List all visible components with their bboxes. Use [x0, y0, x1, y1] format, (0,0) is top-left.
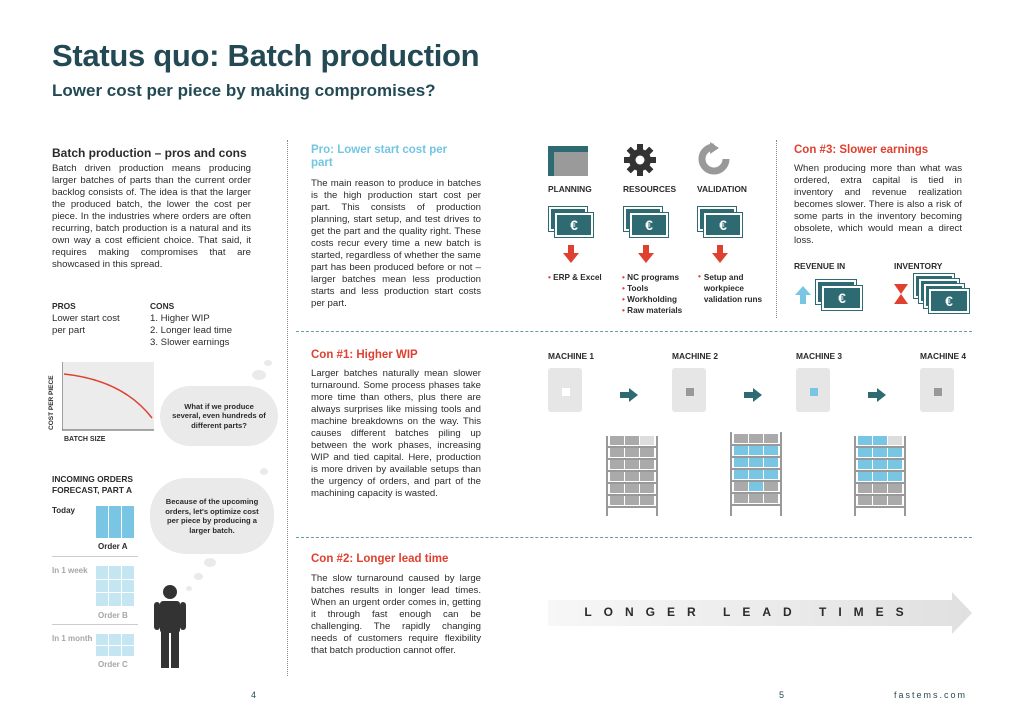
- order-when: In 1 month: [52, 634, 93, 643]
- thought-text: Because of the upcoming orders, let's optimize cost per piece by producing a larger batch.: [165, 497, 259, 535]
- thought-bubble: [150, 478, 274, 554]
- cost-col-label: VALIDATION: [697, 184, 747, 194]
- order-name: Order C: [98, 660, 128, 669]
- machine-icon: [796, 368, 830, 412]
- right-arrow-icon: [620, 388, 638, 402]
- down-arrow-icon: [638, 245, 654, 263]
- euro-note-icon: €: [822, 286, 862, 310]
- con1-text: Larger batches naturally mean slower turnaround. Some process phases take more time than others, plus there are always surprises like missing tools and machine breakdowns on the way. This causes different batches piling up between the work phases, increasing WIP and tied capital. Here, production is more driven by available setups than the urgency of orders, and part of the machining capacity is wasted.: [311, 368, 481, 499]
- column-divider: [287, 140, 288, 676]
- order-name: Order B: [98, 611, 128, 620]
- machine-label: MACHINE 1: [548, 351, 595, 361]
- cost-bullets: • ERP & Excel: [548, 273, 602, 282]
- cons-item: 3. Slower earnings: [150, 337, 230, 348]
- page-subtitle: Lower cost per piece by making compromises?: [52, 81, 436, 100]
- footer-site: fastems.com: [894, 690, 968, 700]
- down-arrow-icon: [563, 245, 579, 263]
- intro-text: Batch driven production means producing larger batches of parts than the current order backlog consists of. The idea is that the larger the produced batch, the lower the cost per piece. In the industries where orders are often recurring, batch production is a natural and its own way a cost efficient choice. That said, it requires making compromises that are showcased in this spread.: [52, 163, 251, 270]
- con2-title: Con #2: Longer lead time: [311, 553, 449, 565]
- order-when: In 1 week: [52, 566, 88, 575]
- euro-note-icon: €: [630, 213, 668, 237]
- cons-item: 1. Higher WIP: [150, 313, 210, 324]
- orders-title: INCOMING ORDERS FORECAST, PART A: [52, 474, 133, 495]
- con3-title: Con #3: Slower earnings: [794, 144, 929, 156]
- cost-col-label: RESOURCES: [623, 184, 677, 194]
- refresh-icon: [697, 142, 731, 176]
- right-arrow-icon: [868, 388, 886, 402]
- pro-text: The main reason to produce in batches is the high production start cost per part. This consists of production planning, start setup, and test drives to get the part and the quality right. These costs recur every time a new batch is started, regardless of whether the same part has been produced before or not – larger batches mean less production starts and less production start costs per part.: [311, 178, 481, 309]
- euro-note-icon: €: [929, 289, 969, 313]
- gear-icon: [623, 143, 657, 177]
- chart-ylabel-wrap: [48, 364, 62, 430]
- section-title: Batch production – pros and cons: [52, 146, 247, 160]
- pros-text: Lower start cost per part: [52, 313, 120, 336]
- wip-shelf: [606, 436, 658, 516]
- con2-text: The slow turnaround caused by large batches results in longer lead times. When an urgent order comes in, getting it through fast enough can be challenging. The rapidly changing needs of customers require flexibility that batch production cannot offer.: [311, 573, 481, 656]
- order-divider: [52, 624, 138, 625]
- con1-title: Con #1: Higher WIP: [311, 349, 418, 361]
- person-icon: [150, 584, 190, 670]
- con3-text: When producing more than what was ordered, extra capital is tied in inventory and revenue realization becomes slower. There is also a risk of some parts in the inventory becoming obsolete, which would mean a direct loss.: [794, 163, 962, 246]
- thought-dot: [264, 360, 272, 366]
- page-number-left: 4: [251, 690, 257, 700]
- machine-icon: [548, 368, 582, 412]
- machine-icon: [920, 368, 954, 412]
- chart-xlabel: BATCH SIZE: [64, 436, 106, 443]
- down-arrow-icon: [712, 245, 728, 263]
- cost-curve-chart: [62, 362, 156, 434]
- wip-shelf: [730, 432, 782, 516]
- chart-area: [62, 362, 154, 430]
- row-divider: [296, 331, 972, 332]
- column-divider: [776, 140, 777, 318]
- cost-col-label: PLANNING: [548, 184, 592, 194]
- page-title: Status quo: Batch production: [52, 38, 480, 73]
- machine-label: MACHINE 3: [796, 351, 843, 361]
- machine-label: MACHINE 4: [920, 351, 967, 361]
- thought-text: What if we produce several, even hundreds of different parts?: [172, 401, 266, 430]
- revenue-label: REVENUE IN: [794, 261, 846, 271]
- hourglass-icon: [894, 284, 908, 304]
- order-when: Today: [52, 506, 75, 515]
- machine-icon: [672, 368, 706, 412]
- right-arrow-icon: [744, 388, 762, 402]
- thought-dot: [260, 468, 268, 475]
- order-a-boxes: [96, 506, 134, 538]
- lead-times-label: LONGER LEAD TIMES: [584, 605, 916, 619]
- thought-dot: [252, 370, 266, 380]
- pros-title: PROS: [52, 301, 76, 311]
- row-divider: [296, 537, 972, 538]
- euro-note-icon: €: [555, 213, 593, 237]
- thought-dot: [204, 558, 216, 567]
- thought-dot: [194, 573, 203, 580]
- cost-bullets: • NC programs • Tools • Workholding • Raw materials: [622, 273, 683, 315]
- pro-title: Pro: Lower start cost per part: [311, 144, 448, 169]
- order-c-boxes: [96, 634, 134, 656]
- euro-note-icon: €: [704, 213, 742, 237]
- up-arrow-icon: [795, 286, 811, 304]
- chart-ylabel: COST PER PIECE: [48, 375, 55, 430]
- order-b-boxes: [96, 566, 134, 606]
- machine-label: MACHINE 2: [672, 351, 719, 361]
- wip-shelf: [854, 436, 906, 516]
- cons-title: CONS: [150, 301, 175, 311]
- planning-icon: [548, 146, 588, 176]
- order-divider: [52, 556, 138, 557]
- cons-list: [150, 313, 232, 349]
- page-number-right: 5: [779, 690, 785, 700]
- cost-bullets: • Setup and workpiece validation runs: [698, 272, 763, 304]
- order-name: Order A: [98, 542, 128, 551]
- thought-bubble: [160, 386, 278, 446]
- cons-item: 2. Longer lead time: [150, 325, 233, 336]
- inventory-label: INVENTORY: [894, 261, 943, 271]
